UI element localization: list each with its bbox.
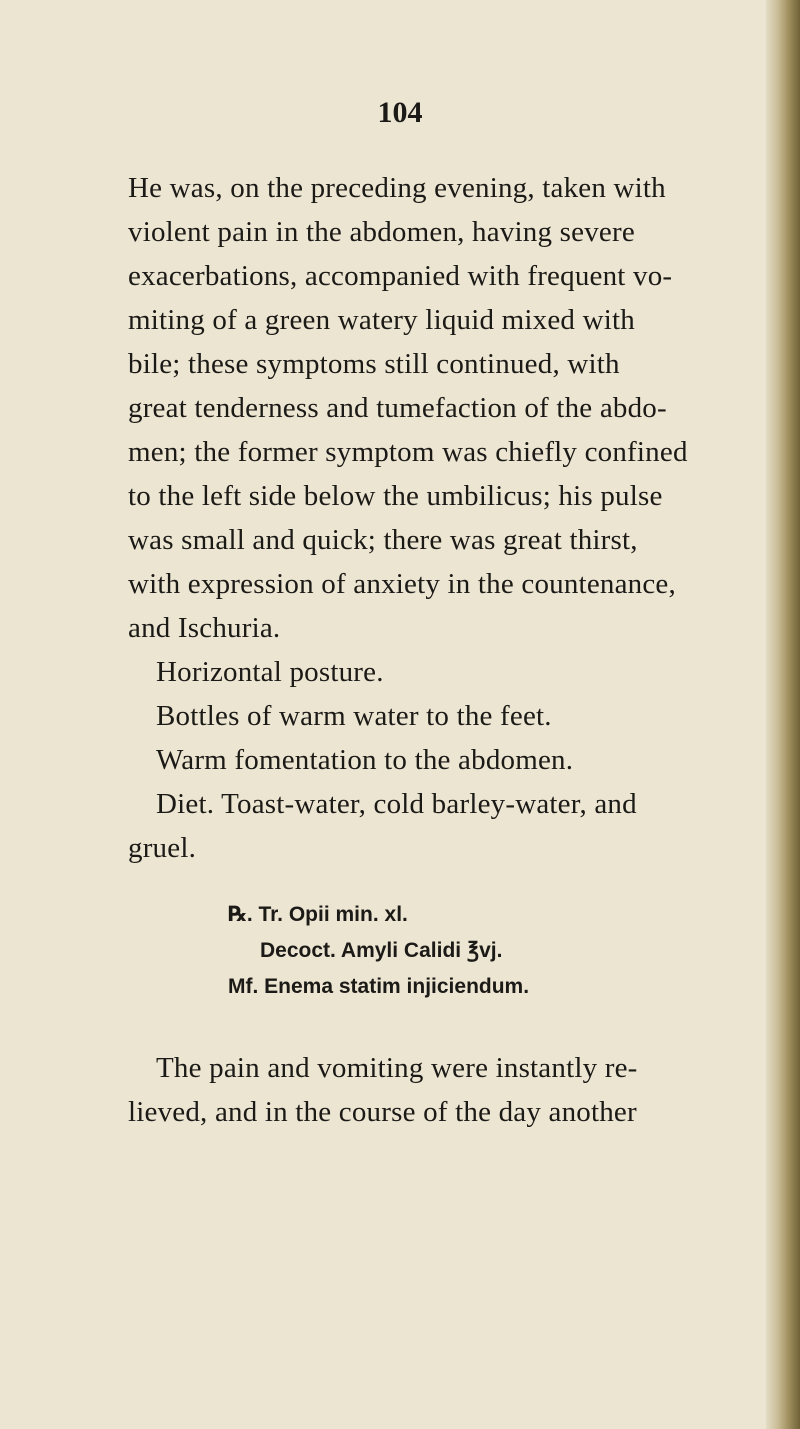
page-number: 104	[377, 96, 423, 129]
text-line: miting of a green watery liquid mixed with	[128, 304, 635, 336]
treatment-line: Horizontal posture.	[156, 656, 384, 688]
treatment-line: Bottles of warm water to the feet.	[156, 700, 552, 732]
text-line: The pain and vomiting were instantly re-	[156, 1052, 638, 1084]
text-line: to the left side below the umbilicus; his pulse	[128, 480, 663, 512]
treatment-line: gruel.	[128, 832, 197, 864]
text-line: with expression of anxiety in the countenance,	[128, 568, 676, 600]
text-line: He was, on the preceding evening, taken with	[128, 172, 666, 204]
text-line: men; the former symptom was chiefly confined	[128, 436, 688, 468]
text-line: was small and quick; there was great thirst,	[128, 524, 638, 556]
treatment-line: Warm fomentation to the abdomen.	[156, 744, 574, 776]
text-line: violent pain in the abdomen, having severe	[128, 216, 635, 248]
treatment-line: Diet. Toast-water, cold barley-water, and	[156, 788, 637, 820]
text-line: great tenderness and tumefaction of the abdo-	[128, 392, 667, 424]
text-line: exacerbations, accompanied with frequent vo-	[128, 260, 673, 292]
text-line: bile; these symptoms still continued, with	[128, 348, 620, 380]
text-line: and Ischuria.	[128, 612, 281, 644]
prescription-line: Decoct. Amyli Calidi ℥vj.	[260, 939, 503, 962]
prescription-line: Mf. Enema statim injiciendum.	[228, 975, 530, 998]
page-edge	[766, 0, 800, 1429]
prescription-line: ℞. Tr. Opii min. xl.	[228, 903, 408, 926]
text-line: lieved, and in the course of the day another	[128, 1096, 637, 1128]
